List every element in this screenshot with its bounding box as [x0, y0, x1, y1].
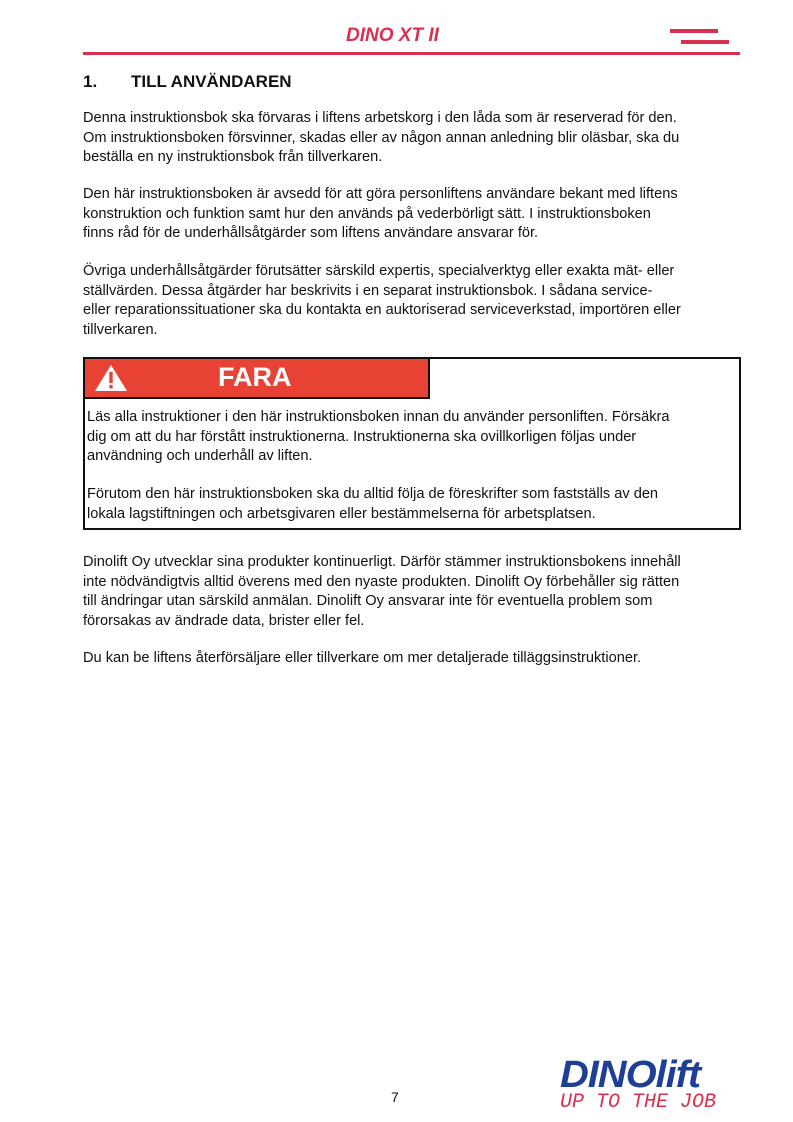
- warning-triangle-icon: [94, 364, 128, 392]
- header-decoration: [670, 29, 718, 33]
- page-number: 7: [391, 1089, 399, 1105]
- text-line: finns råd för de underhållsåtgärder som liftens användare ansvarar för.: [83, 225, 539, 241]
- paragraph: [83, 553, 743, 631]
- text-line: tillverkaren.: [83, 321, 158, 338]
- header-title: DINO XT II: [346, 25, 439, 46]
- paragraph: [83, 262, 743, 340]
- text-line: Dinolift Oy utvecklar sina produkter kontinuerligt. Därför stämmer instruktionsbokens innehåll: [83, 554, 681, 570]
- warning-paragraph: [87, 408, 737, 467]
- warning-title: FARA: [218, 362, 292, 392]
- text-line: Läs alla instruktioner i den här instruktionsboken innan du använder personliften. Försäkra: [87, 409, 670, 425]
- text-line: inte nödvändigtvis alltid överens med den nyaste produkten. Dinolift Oy förbehåller sig rätten: [83, 573, 680, 590]
- text-line: Denna instruktionsbok ska förvaras i liftens arbetskorg i den låda som är reserverad för den.: [83, 110, 677, 126]
- paragraph: [83, 109, 743, 168]
- section-heading: [83, 72, 292, 92]
- text-line: Övriga underhållsåtgärder förutsätter särskild expertis, specialverktyg eller exakta mät- eller: [83, 263, 675, 279]
- header-decoration: [681, 40, 729, 44]
- paragraph: [83, 649, 743, 669]
- text-line: till ändringar utan särskild anmälan. Dinolift Oy ansvarar inte för eventuella problem som: [83, 593, 653, 609]
- text-line: beställa en ny instruktionsbok från tillverkaren.: [83, 149, 383, 165]
- text-line: Om instruktionsboken försvinner, skadas eller av någon annan anledning blir oläsbar, ska du: [83, 129, 680, 146]
- text-line: ställvärden. Dessa åtgärder har beskrivits i en separat instruktionsbok. I sådana service-: [83, 282, 653, 299]
- text-line: Förutom den här instruktionsboken ska du alltid följa de föreskrifter som fastställs av den: [87, 486, 659, 502]
- text-line: Du kan be liftens återförsäljare eller tillverkare om mer detaljerade tilläggsinstruktioner.: [83, 650, 642, 666]
- warning-paragraph: [87, 485, 737, 524]
- text-line: dig om att du har förstått instruktionerna. Instruktionerna ska ovillkorligen följas under: [87, 428, 637, 445]
- danger-warning-box: [83, 357, 741, 530]
- logo-name: DINOlift: [560, 1054, 701, 1096]
- text-line: förorsakas av ändrade data, brister eller fel.: [83, 612, 365, 629]
- text-line: konstruktion och funktion samt hur den används på vederbörligt sätt. I instruktionsboken: [83, 205, 651, 222]
- section-title: TILL ANVÄNDAREN: [131, 72, 292, 91]
- text-line: Den här instruktionsboken är avsedd för att göra personliftens användare bekant med liftens: [83, 186, 678, 202]
- logo-tagline: UP TO THE JOB: [560, 1091, 717, 1114]
- warning-header: [85, 359, 430, 399]
- dinolift-logo: [560, 1054, 717, 1114]
- header-rule: [83, 52, 740, 55]
- text-line: lokala lagstiftningen och arbetsgivaren eller bestämmelserna för arbetsplatsen.: [87, 505, 596, 522]
- paragraph: [83, 185, 743, 244]
- text-line: användning och underhåll av liften.: [87, 448, 313, 464]
- section-number: 1.: [83, 72, 98, 91]
- text-line: eller reparationssituationer ska du kontakta en auktoriserad serviceverkstad, importören eller: [83, 302, 681, 318]
